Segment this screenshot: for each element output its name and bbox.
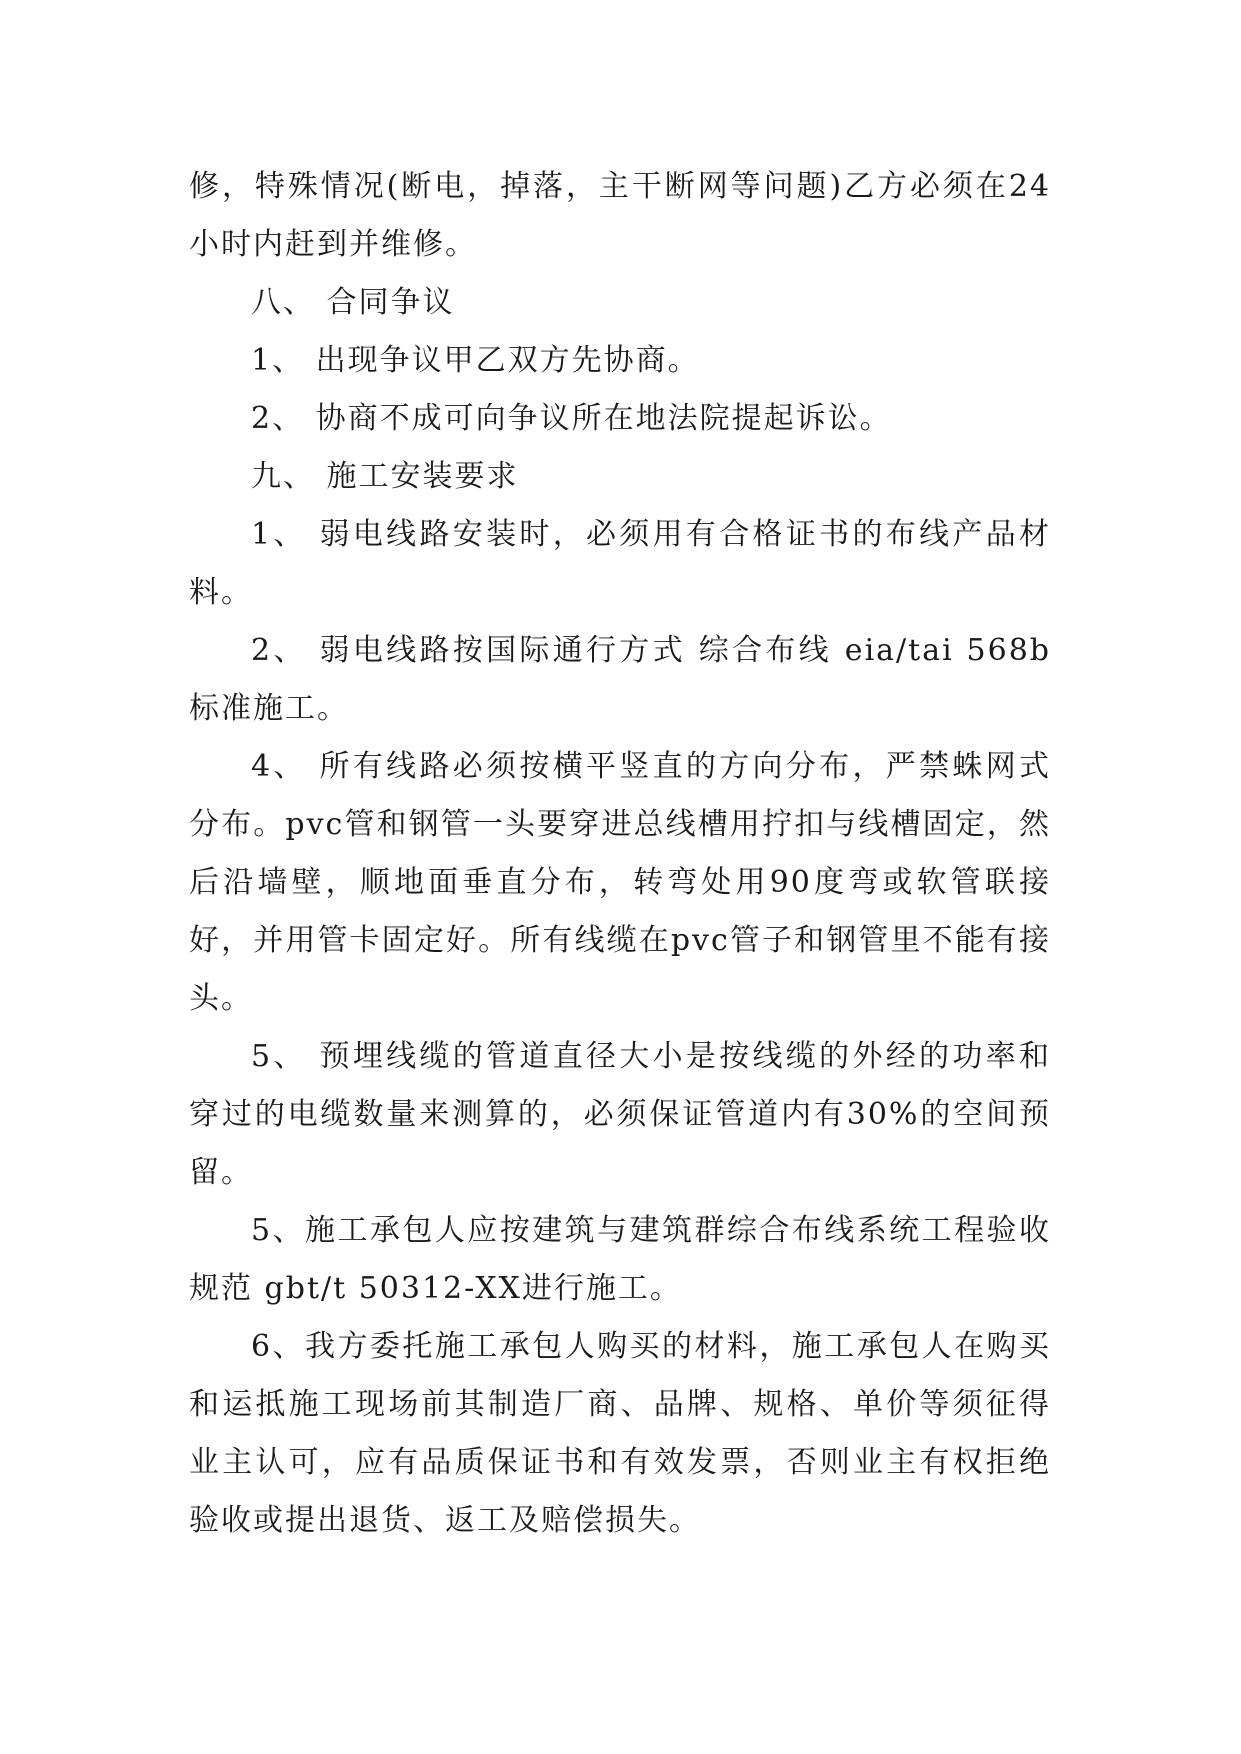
- installation-item-5a: 5、 预埋线缆的管道直径大小是按线缆的外经的功率和穿过的电缆数量来测算的，必须保证管道内有30%的空间预留。: [189, 1039, 1051, 1190]
- document-body: [189, 158, 1051, 1550]
- installation-item-1: 1、 弱电线路安装时，必须用有合格证书的布线产品材料。: [189, 517, 1051, 610]
- dispute-item-2: 2、 协商不成可向争议所在地法院提起诉讼。: [251, 401, 892, 436]
- installation-item-6: 6、我方委托施工承包人购买的材料，施工承包人在购买和运抵施工现场前其制造厂商、品牌、规格、单价等须征得业主认可，应有品质保证书和有效发票，否则业主有权拒绝验收或提出退货、返工及赔偿损失。: [189, 1329, 1051, 1538]
- section-heading-contract-dispute: 八、 合同争议: [251, 285, 455, 320]
- section-heading-installation-requirements: 九、 施工安装要求: [251, 459, 519, 494]
- installation-item-2: 2、 弱电线路按国际通行方式 综合布线 eia/tai 568b标准施工。: [189, 633, 1051, 726]
- installation-item-5b: 5、施工承包人应按建筑与建筑群综合布线系统工程验收规范 gbt/t 50312-XX进行施工。: [189, 1213, 1051, 1306]
- installation-item-4: 4、 所有线路必须按横平竖直的方向分布，严禁蛛网式分布。pvc管和钢管一头要穿进总线槽用拧扣与线槽固定，然后沿墙壁，顺地面垂直分布，转弯处用90度弯或软管联接好，并用管卡固定好。所有线缆在pvc管子和钢管里不能有接头。: [189, 749, 1051, 1016]
- dispute-item-1: 1、 出现争议甲乙双方先协商。: [251, 343, 700, 378]
- paragraph-continuation: 修，特殊情况(断电，掉落，主干断网等问题)乙方必须在24小时内赶到并维修。: [189, 169, 1051, 262]
